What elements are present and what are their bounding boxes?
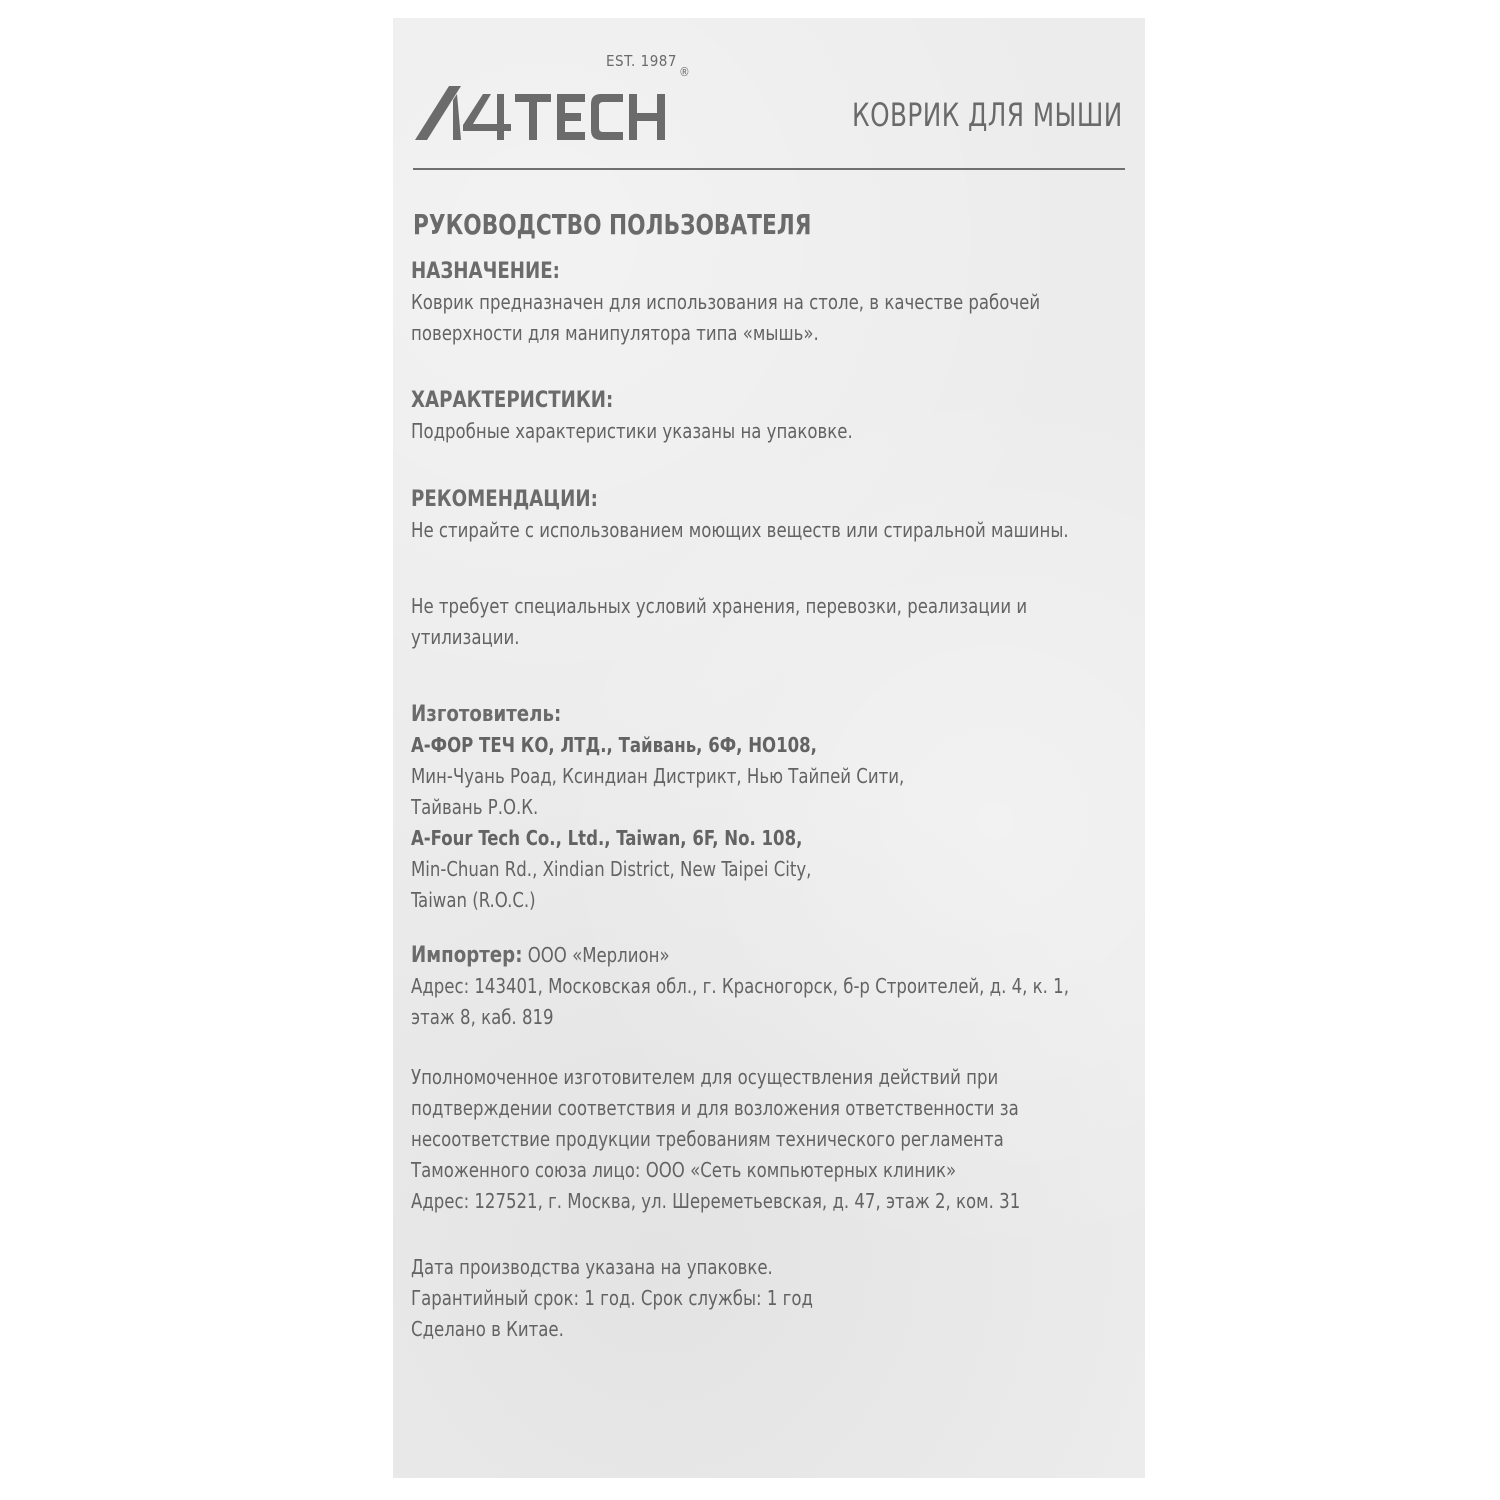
importer-name: ООО «Мерлион»: [522, 943, 670, 967]
manufacturer-section: [411, 699, 1073, 916]
purpose-line: Коврик предназначен для использования на столе, в качестве рабочей: [411, 290, 1041, 314]
header-divider: [413, 168, 1125, 170]
recommendation-line: Не стирайте с использованием моющих веществ или стиральной машины.: [411, 518, 1069, 542]
storage-note: [411, 591, 1073, 653]
recommendation-line: Не требует специальных условий хранения, перевозки, реализации и: [411, 594, 1028, 618]
manufacturer-ru-name: А-ФОР ТЕЧ КО, ЛТД., Тайвань, 6Ф, НО108,: [411, 733, 817, 757]
authorized-line: несоответствие продукции требованиям технического регламента: [411, 1127, 1004, 1151]
specs-heading: ХАРАКТЕРИСТИКИ:: [411, 388, 614, 413]
authorized-line: Таможенного союза лицо: ООО «Сеть компьютерных клиник»: [411, 1158, 957, 1182]
purpose-line: поверхности для манипулятора типа «мышь».: [411, 321, 819, 345]
importer-section: [411, 940, 1073, 1033]
brand-established: EST. 1987: [606, 52, 677, 70]
authorized-line: Адрес: 127521, г. Москва, ул. Шереметьевская, д. 47, этаж 2, ком. 31: [411, 1189, 1021, 1213]
recommendations-heading: РЕКОМЕНДАЦИИ:: [411, 487, 598, 512]
specs-line: Подробные характеристики указаны на упаковке.: [411, 419, 853, 443]
purpose-section: [411, 256, 1073, 349]
manufacturer-en-address: Min-Chuan Rd., Xindian District, New Taipei City,: [411, 857, 812, 881]
footer-line: Сделано в Китае.: [411, 1317, 564, 1341]
authorized-line: подтверждении соответствия и для возложения ответственности за: [411, 1096, 1019, 1120]
registered-mark: ®: [679, 65, 690, 79]
footer-line: Гарантийный срок: 1 год. Срок службы: 1 год: [411, 1286, 813, 1310]
recommendation-line: утилизации.: [411, 625, 520, 649]
importer-address: Адрес: 143401, Московская обл., г. Красногорск, б-р Строителей, д. 4, к. 1,: [411, 974, 1069, 998]
recommendations-section: [411, 484, 1073, 546]
manufacturer-heading: Изготовитель:: [411, 702, 562, 727]
production-info: [411, 1252, 1073, 1345]
footer-line: Дата производства указана на упаковке.: [411, 1255, 773, 1279]
manufacturer-ru-address: Мин-Чуань Роад, Ксиндиан Дистрикт, Нью Тайпей Сити,: [411, 764, 905, 788]
authorized-line: Уполномоченное изготовителем для осуществления действий при: [411, 1065, 999, 1089]
manual-title: РУКОВОДСТВО ПОЛЬЗОВАТЕЛЯ: [413, 208, 812, 241]
authorized-representative: [411, 1062, 1073, 1217]
importer-label: Импортер:: [411, 943, 523, 968]
product-title: КОВРИК ДЛЯ МЫШИ: [852, 96, 1123, 134]
specs-section: [411, 385, 1073, 447]
manufacturer-en-name: A-Four Tech Co., Ltd., Taiwan, 6F, No. 108,: [411, 826, 803, 850]
manufacturer-ru-country: Тайвань Р.О.К.: [411, 795, 539, 819]
purpose-heading: НАЗНАЧЕНИЕ:: [411, 259, 560, 284]
importer-address: этаж 8, каб. 819: [411, 1005, 554, 1029]
manual-sheet: [393, 18, 1145, 1478]
manufacturer-en-country: Taiwan (R.O.C.): [411, 888, 536, 912]
